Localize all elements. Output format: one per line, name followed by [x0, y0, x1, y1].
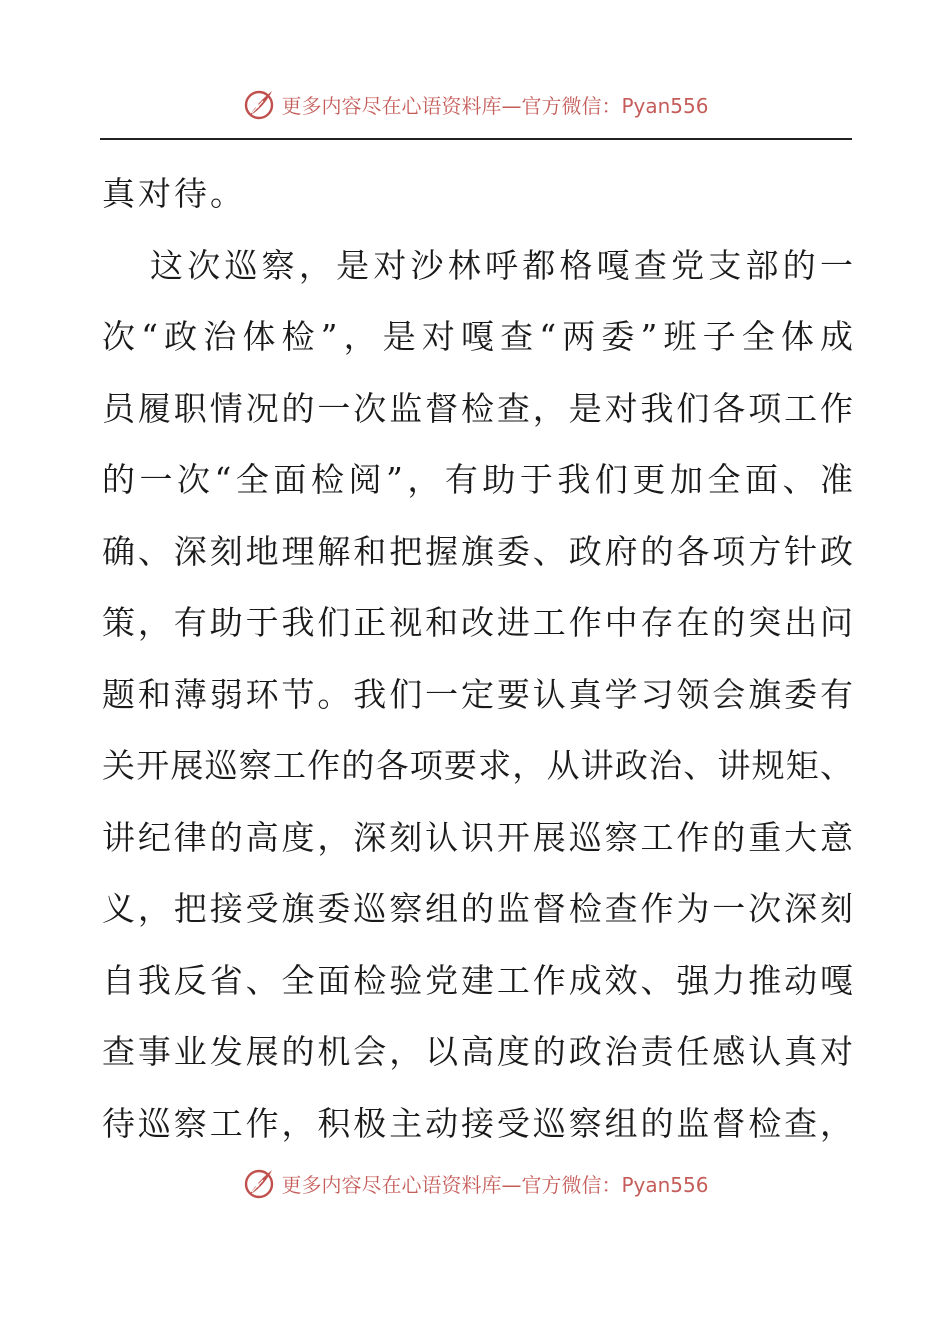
text-line: 策，有助于我们正视和改进工作中存在的突出问	[102, 603, 854, 642]
text-line: 自我反省、全面检验党建工作成效、强力推动嘎	[102, 960, 854, 1000]
document-body	[102, 158, 854, 1159]
text-line: 查事业发展的机会，以高度的政治责任感认真对	[102, 1032, 854, 1071]
watermark-text: 更多内容尽在心语资料库—官方微信：Pyan556	[281, 93, 709, 118]
quill-pen-logo-icon	[241, 86, 277, 122]
quill-pen-logo-icon	[241, 1165, 277, 1201]
header-watermark	[0, 84, 950, 124]
text-line: 关开展巡察工作的各项要求，从讲政治、讲规矩、	[102, 746, 854, 785]
footer-watermark	[0, 1163, 950, 1203]
text-line: 题和薄弱环节。我们一定要认真学习领会旗委有	[102, 674, 854, 714]
watermark-text: 更多内容尽在心语资料库—官方微信：Pyan556	[281, 1172, 709, 1197]
text-line: 真对待。	[102, 174, 246, 213]
text-line: 确、深刻地理解和把握旗委、政府的各项方针政	[102, 531, 854, 571]
text-line: 义，把接受旗委巡察组的监督检查作为一次深刻	[102, 889, 854, 928]
text-line: 待巡察工作，积极主动接受巡察组的监督检查，	[102, 1103, 854, 1143]
header-divider	[100, 138, 852, 140]
text-line: 这次巡察，是对沙林呼都格嘎查党支部的一	[150, 245, 854, 285]
text-line: 讲纪律的高度，深刻认识开展巡察工作的重大意	[102, 817, 854, 857]
text-line: 次“政治体检”，是对嘎查“两委”班子全体成	[102, 317, 854, 356]
text-line: 员履职情况的一次监督检查，是对我们各项工作	[102, 388, 854, 428]
text-line: 的一次“全面检阅”，有助于我们更加全面、准	[102, 460, 854, 499]
